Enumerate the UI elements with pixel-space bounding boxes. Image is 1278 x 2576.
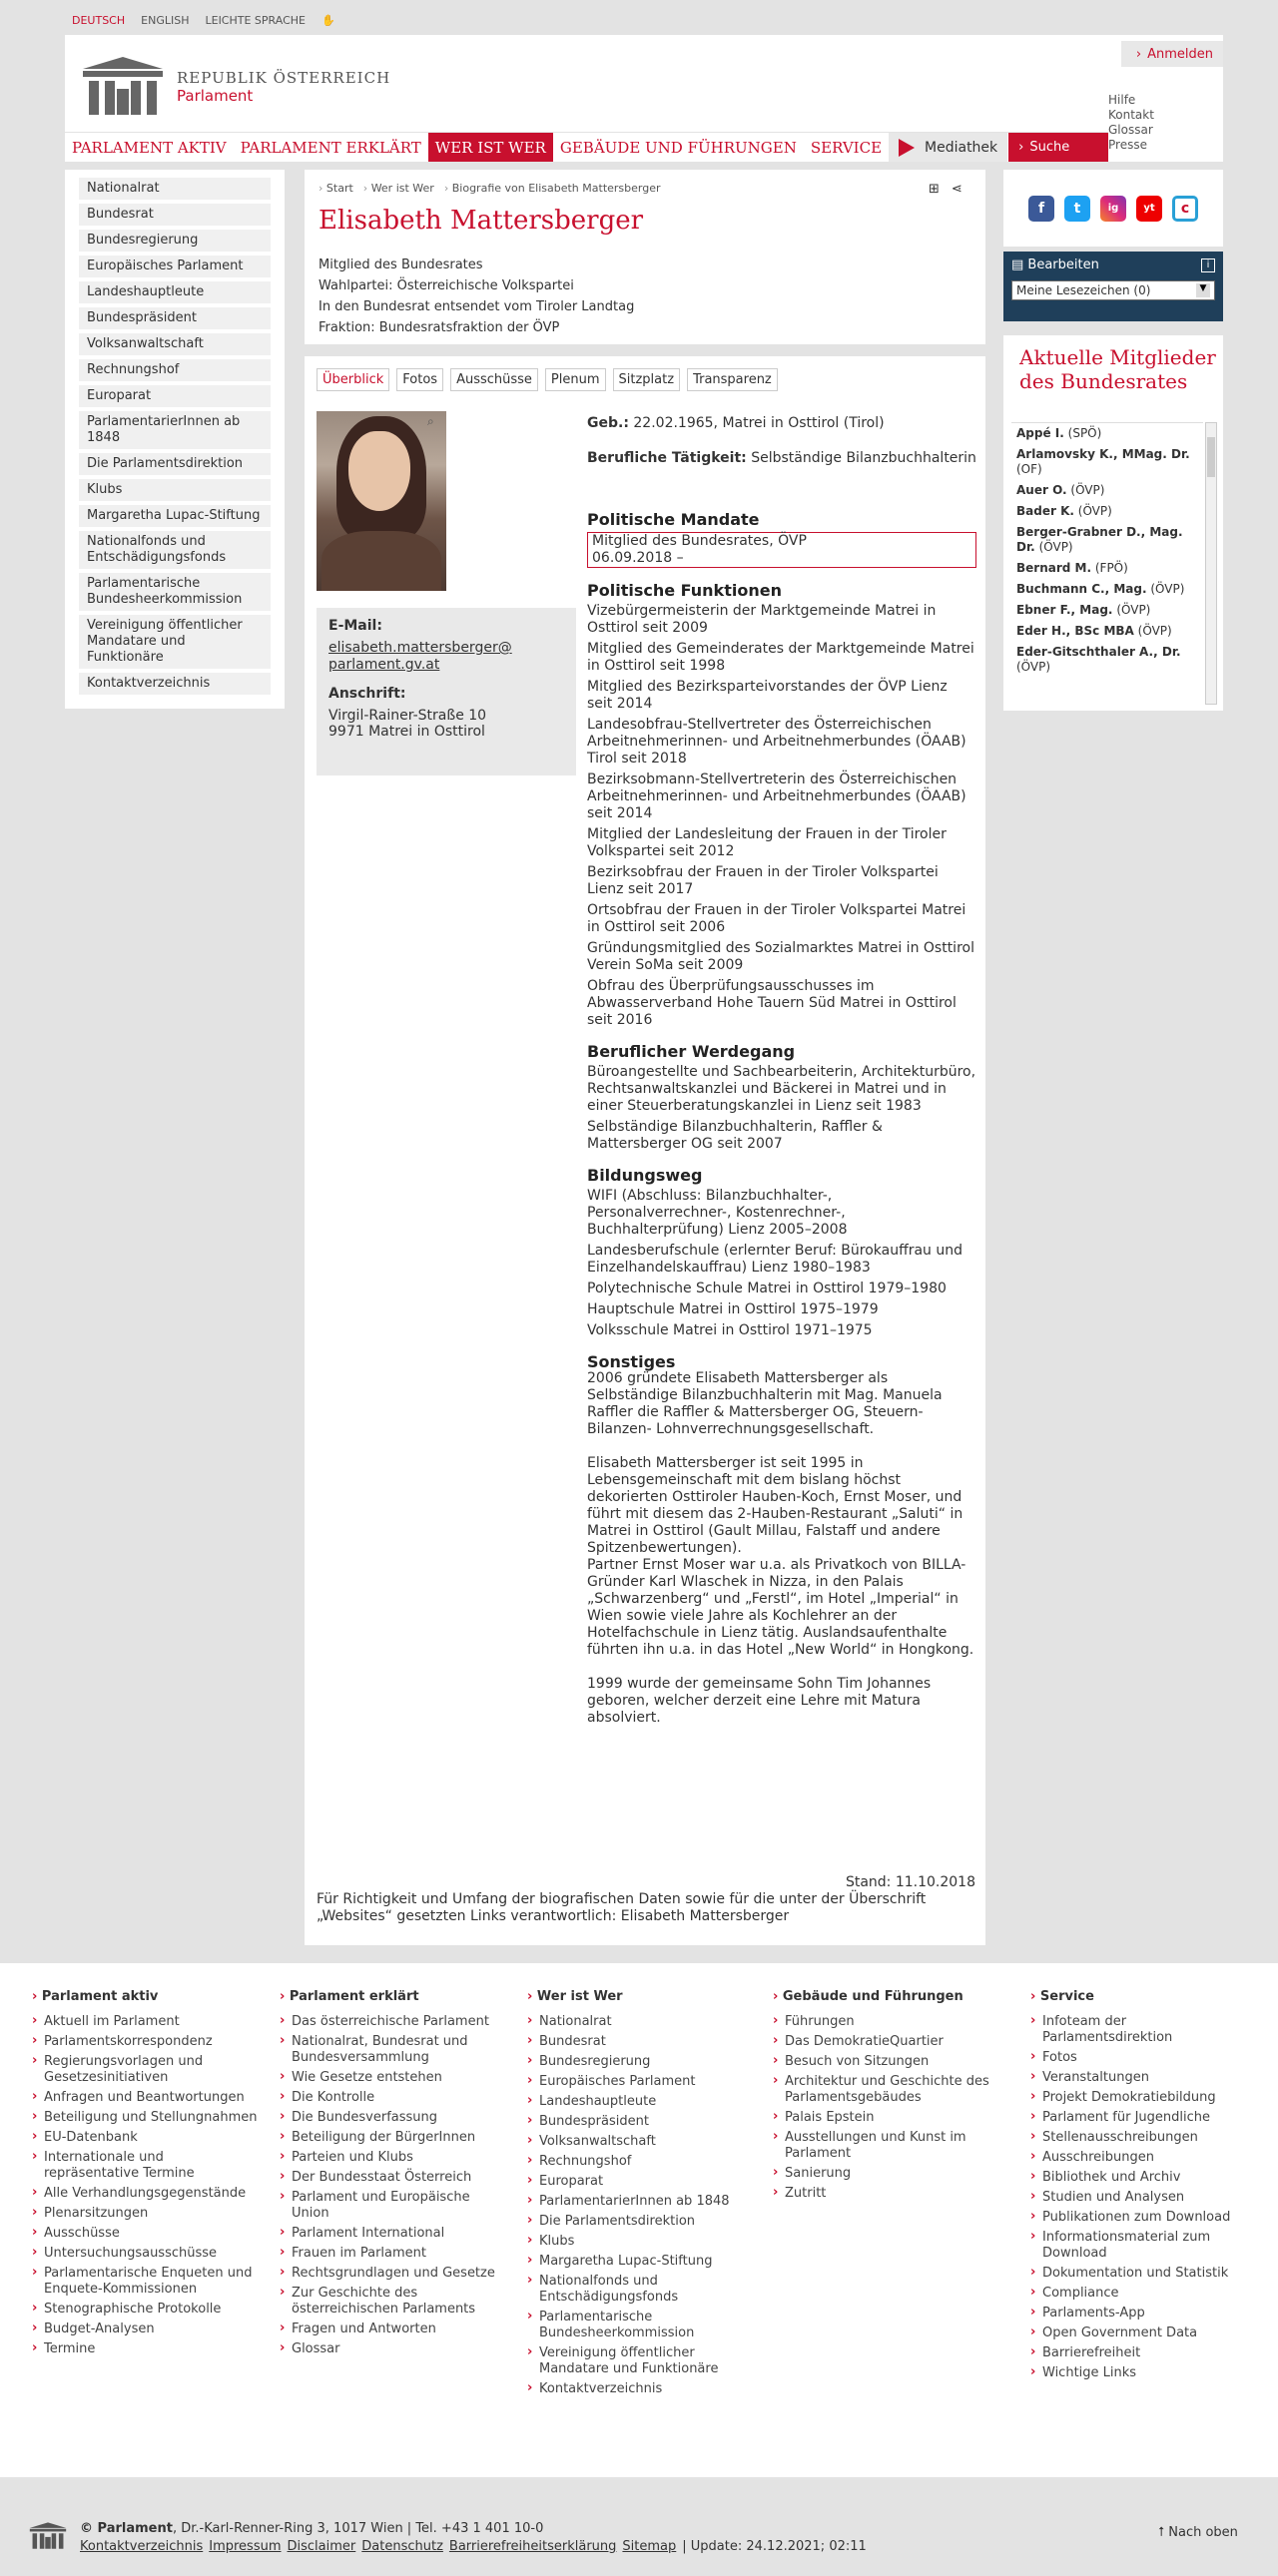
nav-parlament-erklaert[interactable]: PARLAMENT ERKLÄRT — [240, 138, 421, 157]
members-list — [1011, 422, 1203, 692]
document-icon: ▤ — [1011, 258, 1028, 272]
footer-heading[interactable]: › Parlament erklärt — [280, 1989, 509, 2005]
footer-link[interactable]: › Der Bundesstaat Österreich — [280, 2170, 509, 2186]
nav-parlament-aktiv[interactable]: PARLAMENT AKTIV — [72, 138, 227, 157]
lang-deutsch[interactable]: DEUTSCH — [72, 14, 126, 27]
career-item: Büroangestellte und Sachbearbeiterin, Architekturbüro, Rechtsanwaltskanzlei und Bäckerei in Matrei und in einer Steuerberatungskanzlei in Lienz seit 1983 — [587, 1064, 976, 1114]
footer-link[interactable]: › Fotos — [1030, 2050, 1260, 2066]
footer-link[interactable]: › Fragen und Antworten — [280, 2321, 509, 2337]
sidebar-item[interactable]: Landeshauptleute — [79, 281, 271, 303]
footer-link[interactable]: › Bibliothek und Archiv — [1030, 2170, 1260, 2186]
chevron-down-icon: ▼ — [1196, 283, 1210, 297]
summary-line: Fraktion: Bundesratsfraktion der ÖVP — [319, 320, 560, 335]
page-title: Elisabeth Mattersberger — [319, 206, 644, 236]
footer-link[interactable]: › Parlamentskorrespondenz — [32, 2034, 262, 2050]
born-value: 22.02.1965, Matrei in Osttirol (Tirol) — [633, 415, 885, 431]
edit-button[interactable]: ▤ Bearbeiten — [1011, 258, 1099, 272]
footer-link[interactable]: › Dokumentation und Statistik — [1030, 2266, 1260, 2282]
sidebar-item[interactable]: Die Parlamentsdirektion — [79, 453, 271, 475]
section-heading: Beruflicher Werdegang — [587, 1042, 796, 1061]
breadcrumb-item[interactable]: › Start — [319, 182, 353, 195]
arrow-up-icon: ⭡ — [1158, 2525, 1169, 2540]
sidebar-item[interactable]: Vereinigung öffentlicher Mandatare und Funktionäre — [79, 615, 271, 669]
education-item: Volksschule Matrei in Osttirol 1971–1975 — [587, 1322, 873, 1338]
member-item[interactable]: Ebner F., Mag. (ÖVP) — [1016, 603, 1151, 617]
legal-link[interactable]: Sitemap — [622, 2539, 677, 2554]
nav-service[interactable]: SERVICE — [810, 138, 883, 157]
footer-link[interactable]: › Parteien und Klubs — [280, 2150, 509, 2166]
member-item[interactable]: Auer O. (ÖVP) — [1016, 483, 1105, 497]
footer-link[interactable]: › Nationalrat, Bundesrat und Bundesversammlung — [280, 2034, 509, 2066]
sign-language-icon[interactable]: ✋ — [320, 14, 335, 27]
bookmark-add-icon[interactable]: ⊞ — [929, 182, 940, 197]
tab-sitzplatz[interactable]: Sitzplatz — [613, 368, 681, 391]
footer-link[interactable]: › Parlament und Europäische Union — [280, 2190, 509, 2222]
footer-column — [773, 1989, 1002, 2206]
profile-tabs — [317, 368, 778, 391]
article-tools — [929, 182, 962, 197]
summary-line: Wahlpartei: Österreichische Volkspartei — [319, 278, 574, 293]
function-item: Bezirksobmann-Stellvertreterin des Österreichischen Arbeitnehmerinnen- und Arbeitnehmerbundes (ÖAAB) seit 2014 — [587, 772, 966, 821]
footer-link[interactable]: › Anfragen und Beantwortungen — [32, 2090, 262, 2106]
member-item[interactable]: Bernard M. (FPÖ) — [1016, 561, 1128, 575]
function-item: Mitglied des Bezirksparteivorstandes der ÖVP Lienz seit 2014 — [587, 679, 948, 712]
site-logo[interactable] — [79, 55, 390, 119]
update-date: | Update: 24.12.2021; 02:11 — [682, 2539, 867, 2554]
sidebar-item[interactable]: Europäisches Parlament — [79, 256, 271, 277]
member-item[interactable]: Berger-Grabner D., Mag. Dr. (ÖVP) — [1016, 525, 1183, 554]
footer-column — [280, 1989, 509, 2361]
legal-link[interactable]: Datenschutz — [361, 2539, 443, 2554]
sidebar-item[interactable]: Bundesrat — [79, 204, 271, 226]
function-item: Landesobfrau-Stellvertreter des Österreichischen Arbeitnehmerinnen- und Arbeitnehmerbundes (ÖAAB) Tirol seit 2018 — [587, 717, 966, 767]
disclaimer-text: Für Richtigkeit und Umfang der biografischen Daten sowie für die unter der Überschrift „Websites“ gesetzten Links verantwortlich: Elisabeth Mattersberger — [317, 1891, 927, 1924]
play-icon — [899, 139, 915, 157]
legal-link[interactable]: Kontaktverzeichnis — [80, 2539, 204, 2554]
parliament-logo-icon — [28, 2521, 68, 2551]
footer-column — [527, 1989, 757, 2401]
misc-paragraph: 2006 gründete Elisabeth Mattersberger als Selbständige Bilanzbuchhalterin mit Mag. Manuela Raffler die Raffler & Mattersberger OG, Steuern-Bilanzen- Lohnverrechnungsgesellschaft. — [587, 1370, 943, 1437]
site-header — [65, 35, 1223, 162]
sidebar-item[interactable]: Nationalfonds und Entschädigungsfonds — [79, 531, 271, 569]
legal-link[interactable]: Barrierefreiheitserklärung — [448, 2539, 617, 2554]
section-heading: Bildungsweg — [587, 1166, 703, 1185]
breadcrumb-item[interactable]: › Wer ist Wer — [362, 182, 434, 195]
footer-link[interactable]: › Ausstellungen und Kunst im Parlament — [773, 2130, 1002, 2162]
link-presse[interactable]: Presse — [1108, 138, 1147, 152]
bottom-bar — [0, 2495, 1278, 2576]
lang-leichte-sprache[interactable]: LEICHTE SPRACHE — [205, 14, 306, 27]
footer-link[interactable]: › Margaretha Lupac-Stiftung — [527, 2254, 757, 2270]
footer-link[interactable]: › Studien und Analysen — [1030, 2190, 1260, 2206]
section-heading: Politische Funktionen — [587, 581, 782, 600]
footer-link[interactable]: › Europäisches Parlament — [527, 2074, 757, 2090]
tab-fotos[interactable]: Fotos — [396, 368, 443, 391]
sidebar-item[interactable]: Rechnungshof — [79, 359, 271, 381]
bookmark-select-value: Meine Lesezeichen (0) — [1016, 283, 1151, 297]
bookmark-panel — [1003, 252, 1223, 321]
misc-paragraph: Elisabeth Mattersberger ist seit 1995 in Lebensgemeinschaft mit dem bislang höchst dekorierten Osttiroler Hauben-Koch, Ernst Moser, und führt mit diesem das 2-Hauben-Restaurant „Saluti“ in Matrei in Osttirol (Gault Millau, Falstaff und andere Spitzenbewertungen). — [587, 1455, 963, 1556]
footer-link[interactable]: › Aktuell im Parlament — [32, 2014, 262, 2030]
footer-link[interactable]: › Zutritt — [773, 2186, 1002, 2202]
legal-link[interactable]: Impressum — [209, 2539, 282, 2554]
function-item: Gründungsmitglied des Sozialmarktes Matrei in Osttirol Verein SoMa seit 2009 — [587, 940, 974, 973]
footer-link[interactable]: › Beteiligung und Stellungnahmen — [32, 2110, 262, 2126]
footer-link[interactable]: › Klubs — [527, 2234, 757, 2250]
member-item[interactable]: Appé I. (SPÖ) — [1016, 426, 1102, 440]
member-item[interactable]: Buchmann C., Mag. (ÖVP) — [1016, 582, 1185, 596]
footer-link[interactable]: › Besuch von Sitzungen — [773, 2054, 1002, 2070]
sidebar-item[interactable]: Margaretha Lupac-Stiftung — [79, 505, 271, 527]
lang-english[interactable]: ENGLISH — [141, 14, 190, 27]
education-item: WIFI (Abschluss: Bilanzbuchhalter-, Personalverrechner-, Kostenrechner-, Buchhalterprüfung) Lienz 2005–2008 — [587, 1188, 848, 1238]
nav-wer-ist-wer[interactable]: WER IST WER — [428, 133, 553, 162]
mandate-line: Mitglied des Bundesrates, ÖVP — [592, 533, 807, 549]
footer-link[interactable]: › Veranstaltungen — [1030, 2070, 1260, 2086]
footer-link[interactable]: › Infoteam der Parlamentsdirektion — [1030, 2014, 1260, 2046]
footer-link[interactable]: › Bundespräsident — [527, 2114, 757, 2130]
footer-link[interactable]: › Ausschüsse — [32, 2226, 262, 2242]
footer-link[interactable]: › Parlament für Jugendliche — [1030, 2110, 1260, 2126]
tab-plenum[interactable]: Plenum — [545, 368, 606, 391]
member-item[interactable]: Arlamovsky K., MMag. Dr. (OF) — [1016, 447, 1190, 476]
chevron-right-icon: › — [1135, 46, 1142, 62]
address-line: 9971 Matrei in Osttirol — [328, 724, 485, 740]
footer-link[interactable]: › Vereinigung öffentlicher Mandatare und Funktionäre — [527, 2345, 757, 2377]
legal-links — [80, 2539, 867, 2554]
copyright: © Parlament, Dr.-Karl-Renner-Ring 3, 1017 Wien | Tel. +43 1 401 10-0 — [80, 2521, 544, 2536]
footer-heading[interactable]: › Service — [1030, 1989, 1260, 2005]
footer-link[interactable]: › Barrierefreiheit — [1030, 2345, 1260, 2361]
footer-link[interactable]: › Projekt Demokratiebildung — [1030, 2090, 1260, 2106]
function-item: Mitglied des Gemeinderates der Marktgemeinde Matrei in Osttirol seit 1998 — [587, 641, 974, 674]
top-links — [1108, 93, 1154, 153]
youtube-icon[interactable]: yt — [1136, 196, 1162, 222]
site-footer — [0, 1963, 1278, 2477]
footer-link[interactable]: › Publikationen zum Download — [1030, 2210, 1260, 2226]
footer-link[interactable]: › Wie Gesetze entstehen — [280, 2070, 509, 2086]
sidebar-item[interactable]: Parlamentarische Bundesheerkommission — [79, 573, 271, 611]
footer-heading[interactable]: › Gebäude und Führungen — [773, 1989, 1002, 2005]
biography — [587, 411, 976, 1727]
sidebar-item[interactable]: Volksanwaltschaft — [79, 333, 271, 355]
footer-link[interactable]: › Plenarsitzungen — [32, 2206, 262, 2222]
footer-link[interactable]: › Regierungsvorlagen und Gesetzesinitiativen — [32, 2054, 262, 2086]
footer-link[interactable]: › Europarat — [527, 2174, 757, 2190]
footer-link[interactable]: › Termine — [32, 2341, 262, 2357]
footer-link[interactable]: › Kontaktverzeichnis — [527, 2381, 757, 2397]
sidebar-item[interactable]: Bundesregierung — [79, 230, 271, 252]
misc-paragraph: 1999 wurde der gemeinsame Sohn Tim Johannes geboren, welcher derzeit eine Lehre mit Matura absolviert. — [587, 1676, 932, 1726]
function-item: Mitglied der Landesleitung der Frauen in der Tiroler Volkspartei seit 2012 — [587, 826, 947, 859]
footer-link[interactable]: › Alle Verhandlungsgegenstände — [32, 2186, 262, 2202]
footer-link[interactable]: › Compliance — [1030, 2286, 1260, 2302]
contact-box — [317, 608, 576, 775]
footer-link[interactable]: › ParlamentarierInnen ab 1848 — [527, 2194, 757, 2210]
breadcrumb-item: › Biografie von Elisabeth Mattersberger — [443, 182, 661, 195]
email-link[interactable]: elisabeth.mattersberger@parlament.gv.at — [328, 640, 512, 673]
footer-link[interactable]: › Parlament International — [280, 2226, 509, 2242]
sidebar-item[interactable]: Klubs — [79, 479, 271, 501]
share-icon[interactable]: ⋖ — [951, 182, 962, 197]
link-glossar[interactable]: Glossar — [1108, 123, 1153, 137]
footer-link[interactable]: › Nationalfonds und Entschädigungsfonds — [527, 2274, 757, 2306]
footer-link[interactable]: › Rechtsgrundlagen und Gesetze — [280, 2266, 509, 2282]
footer-link[interactable]: › Ausschreibungen — [1030, 2150, 1260, 2166]
mandate-line: 06.09.2018 – — [592, 550, 684, 566]
sidebar-item[interactable]: Kontaktverzeichnis — [79, 673, 271, 695]
member-item[interactable]: Eder H., BSc MBA (ÖVP) — [1016, 624, 1172, 638]
function-item: Ortsobfrau der Frauen in der Tiroler Volkspartei Matrei in Osttirol seit 2006 — [587, 902, 966, 935]
footer-link[interactable]: › Palais Epstein — [773, 2110, 1002, 2126]
function-item: Bezirksobfrau der Frauen in der Tiroler Volkspartei Lienz seit 2017 — [587, 864, 939, 897]
education-item: Polytechnische Schule Matrei in Osttirol 1979–1980 — [587, 1281, 947, 1296]
footer-link[interactable]: › Beteiligung der BürgerInnen — [280, 2130, 509, 2146]
footer-link[interactable]: › Nationalrat — [527, 2014, 757, 2030]
footer-link[interactable]: › Glossar — [280, 2341, 509, 2357]
education-item: Hauptschule Matrei in Osttirol 1975–1979 — [587, 1301, 879, 1317]
login-label: Anmelden — [1147, 46, 1213, 62]
footer-link[interactable]: › Stenographische Protokolle — [32, 2302, 262, 2318]
link-kontakt[interactable]: Kontakt — [1108, 108, 1154, 122]
footer-link[interactable]: › Rechnungshof — [527, 2154, 757, 2170]
footer-link[interactable]: › Zur Geschichte des österreichischen Parlaments — [280, 2286, 509, 2318]
summary-line: Mitglied des Bundesrates — [319, 258, 483, 272]
tab-ausschuesse[interactable]: Ausschüsse — [450, 368, 538, 391]
footer-link[interactable]: › Die Bundesverfassung — [280, 2110, 509, 2126]
social-links — [1003, 170, 1223, 247]
footer-link[interactable]: › Parlamentarische Enqueten und Enquete-Kommissionen — [32, 2266, 262, 2298]
footer-link[interactable]: › Parlamentarische Bundesheerkommission — [527, 2310, 757, 2341]
mandate-box — [587, 532, 976, 568]
search-label: Suche — [1029, 140, 1070, 155]
function-item: Vizebürgermeisterin der Marktgemeinde Matrei in Osttirol seit 2009 — [587, 603, 937, 636]
twitter-icon[interactable]: t — [1064, 196, 1090, 222]
main-nav — [65, 132, 1108, 162]
back-to-top-link[interactable]: ⭡ Nach oben — [1158, 2525, 1238, 2540]
stand-date: Stand: 11.10.2018 — [845, 1874, 975, 1890]
footer-link[interactable]: › Untersuchungsausschüsse — [32, 2246, 262, 2262]
footer-link[interactable]: › Architektur und Geschichte des Parlamentsgebäudes — [773, 2074, 1002, 2106]
career-item: Selbständige Bilanzbuchhalterin, Raffler & Mattersberger OG seit 2007 — [587, 1119, 883, 1152]
logo-title: REPUBLIK ÖSTERREICH — [177, 69, 391, 87]
instagram-icon[interactable]: ig — [1100, 196, 1126, 222]
address-label: Anschrift: — [328, 686, 406, 702]
footer-column — [1030, 1989, 1260, 2385]
bookmark-select[interactable] — [1011, 280, 1215, 300]
parlament-app-icon[interactable]: c — [1172, 196, 1198, 222]
nav-gebaeude[interactable]: GEBÄUDE UND FÜHRUNGEN — [559, 138, 797, 157]
born-label: Geb.: — [587, 415, 629, 431]
chevron-right-icon: › — [1018, 140, 1024, 155]
section-heading: Sonstiges — [587, 1352, 676, 1371]
footer-column — [32, 1989, 262, 2361]
footer-link[interactable]: › Das DemokratieQuartier — [773, 2034, 1002, 2050]
member-item[interactable]: Bader K. (ÖVP) — [1016, 504, 1112, 518]
education-item: Landesberufschule (erlernter Beruf: Bürokauffrau und Einzelhandelskauffrau) Lienz 1980–1983 — [587, 1243, 963, 1276]
email-label: E-Mail: — [328, 618, 382, 634]
footer-link[interactable]: › Informationsmaterial zum Download — [1030, 2230, 1260, 2262]
logo-subtitle: Parlament — [177, 87, 254, 105]
footer-link[interactable]: › Parlaments-App — [1030, 2306, 1260, 2321]
zoom-icon[interactable]: ⌕ — [427, 414, 434, 428]
footer-link[interactable]: › Frauen im Parlament — [280, 2246, 509, 2262]
portrait-photo[interactable] — [317, 411, 446, 591]
members-scrollbar[interactable] — [1205, 422, 1217, 705]
footer-link[interactable]: › EU-Datenbank — [32, 2130, 262, 2146]
disclaimer-block — [317, 1874, 975, 1925]
footer-link[interactable]: › Wichtige Links — [1030, 2365, 1260, 2381]
legal-link[interactable]: Disclaimer — [287, 2539, 356, 2554]
footer-link[interactable]: › Bundesregierung — [527, 2054, 757, 2070]
footer-heading[interactable]: › Parlament aktiv — [32, 1989, 262, 2005]
footer-link[interactable]: › Sanierung — [773, 2166, 1002, 2182]
section-heading: Politische Mandate — [587, 510, 760, 529]
footer-link[interactable]: › Internationale und repräsentative Termine — [32, 2150, 262, 2182]
footer-link[interactable]: › Die Parlamentsdirektion — [527, 2214, 757, 2230]
tab-ueberblick[interactable]: Überblick — [317, 368, 389, 391]
parliament-logo-icon — [79, 55, 167, 119]
sidebar-item[interactable]: ParlamentarierInnen ab 1848 — [79, 411, 271, 449]
footer-link[interactable]: › Landeshauptleute — [527, 2094, 757, 2110]
info-icon[interactable]: i — [1201, 258, 1215, 272]
footer-link[interactable]: › Die Kontrolle — [280, 2090, 509, 2106]
footer-link[interactable]: › Volksanwaltschaft — [527, 2134, 757, 2150]
sidebar-item[interactable]: Europarat — [79, 385, 271, 407]
breadcrumb — [319, 182, 661, 195]
job-value: Selbständige Bilanzbuchhalterin — [751, 450, 976, 466]
misc-paragraph: Partner Ernst Moser war u.a. als Privatkoch von BILLA-Gründer Karl Wlaschek in Nizza, in den Palais „Schwarzenberg“ und „Ferstl“, im Hotel „Imperial“ in Wien sowie viele Jahre als Kochlehrer an der Hotelfachschule in Lienz tätig. Auslandsaufenthalte führten ihn u.a. in das Hotel „New World“ in Hongkong. — [587, 1557, 974, 1658]
footer-link[interactable]: › Führungen — [773, 2014, 1002, 2030]
panel-title: Aktuelle Mitglieder des Bundesrates — [1019, 345, 1216, 393]
profile-summary — [319, 255, 634, 338]
job-label: Berufliche Tätigkeit: — [587, 450, 747, 466]
sidebar-item[interactable]: Bundespräsident — [79, 307, 271, 329]
footer-link[interactable]: › Budget-Analysen — [32, 2321, 262, 2337]
tab-transparenz[interactable]: Transparenz — [687, 368, 778, 391]
profile-header — [305, 170, 985, 344]
search-button[interactable] — [1008, 133, 1108, 162]
footer-link[interactable]: › Bundesrat — [527, 2034, 757, 2050]
summary-line: In den Bundesrat entsendet vom Tiroler Landtag — [319, 299, 635, 314]
login-button[interactable] — [1121, 41, 1223, 67]
nav-mediathek[interactable] — [889, 133, 1007, 162]
link-hilfe[interactable]: Hilfe — [1108, 93, 1136, 107]
facebook-icon[interactable]: f — [1028, 196, 1054, 222]
sidebar-nav — [65, 170, 285, 709]
footer-link[interactable]: › Stellenausschreibungen — [1030, 2130, 1260, 2146]
footer-link[interactable]: › Open Government Data — [1030, 2325, 1260, 2341]
language-bar — [72, 14, 335, 27]
footer-heading[interactable]: › Wer ist Wer — [527, 1989, 757, 2005]
sidebar-item[interactable]: Nationalrat — [79, 178, 271, 200]
mediathek-label: Mediathek — [925, 139, 998, 156]
member-item[interactable]: Eder-Gitschthaler A., Dr. (ÖVP) — [1016, 645, 1181, 674]
profile-content — [305, 356, 985, 1945]
current-members-panel — [1003, 335, 1223, 711]
address-line: Virgil-Rainer-Straße 10 — [328, 708, 487, 724]
footer-link[interactable]: › Das österreichische Parlament — [280, 2014, 509, 2030]
function-item: Obfrau des Überprüfungsausschusses im Abwasserverband Hohe Tauern Süd Matrei in Osttirol seit 2016 — [587, 978, 957, 1028]
